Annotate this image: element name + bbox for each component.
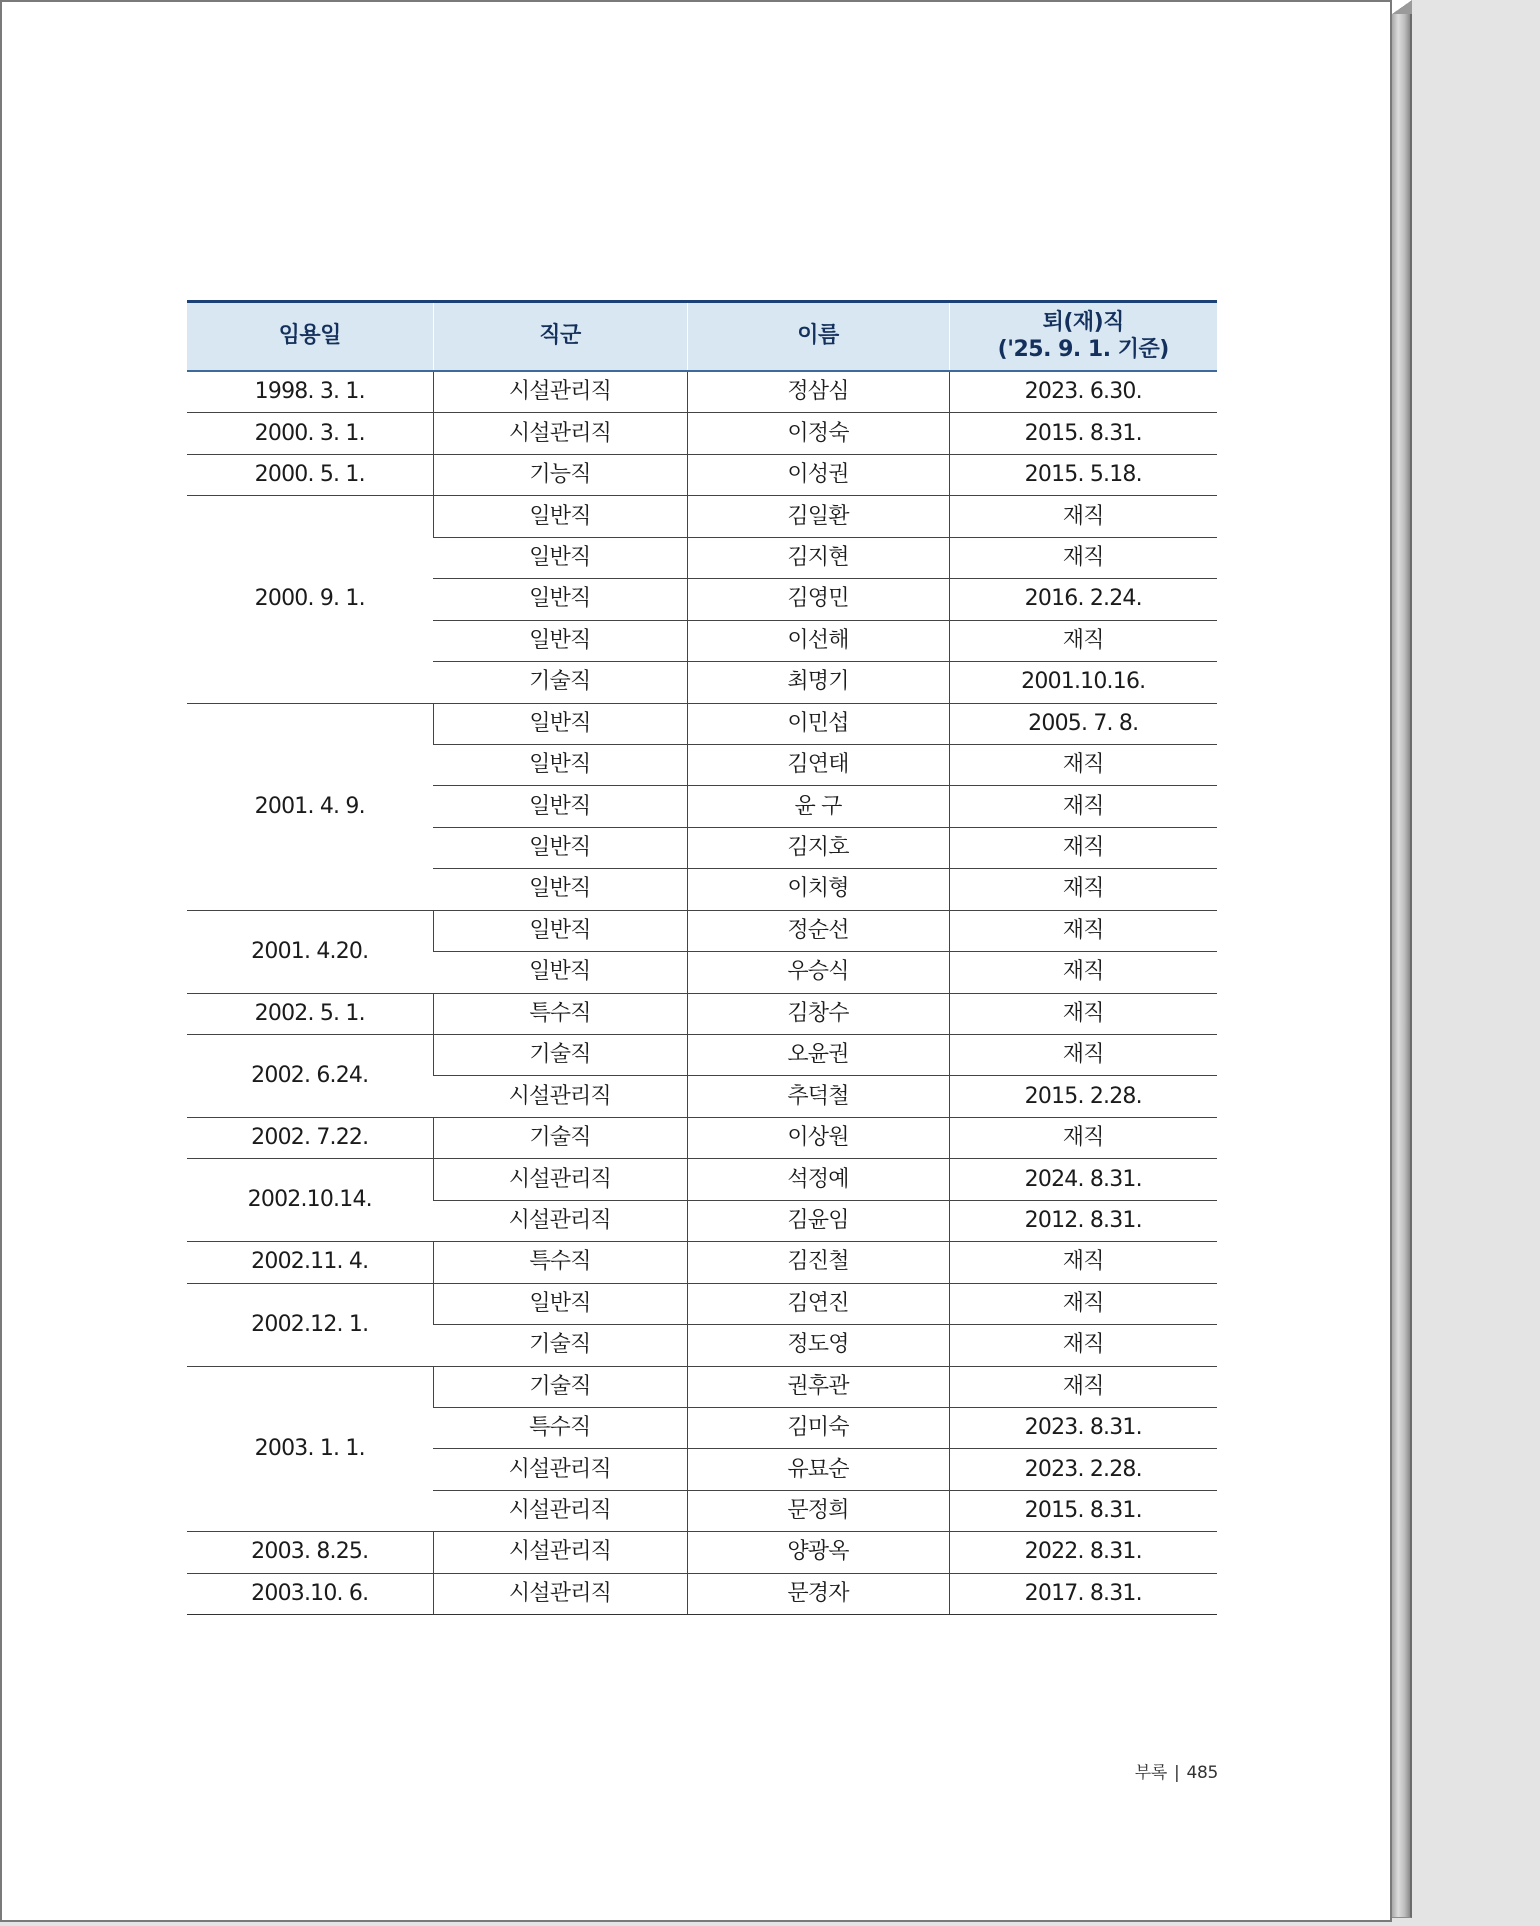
appointment-date-cell: 2003. 1. 1. — [187, 1366, 433, 1532]
status-cell: 재직 — [949, 1035, 1217, 1076]
name-cell: 이선해 — [687, 620, 949, 661]
status-cell: 재직 — [949, 869, 1217, 910]
status-cell: 재직 — [949, 1283, 1217, 1324]
status-cell: 재직 — [949, 952, 1217, 993]
table-row — [187, 910, 1217, 951]
status-cell: 2024. 8.31. — [949, 1159, 1217, 1200]
appointment-date-cell: 2001. 4. 9. — [187, 703, 433, 910]
appointment-date-cell: 2000. 3. 1. — [187, 413, 433, 454]
header-status-label: 퇴(재)직 — [1042, 310, 1124, 336]
job-category-cell: 일반직 — [433, 744, 687, 785]
status-cell: 2005. 7. 8. — [949, 703, 1217, 744]
name-cell: 우승식 — [687, 952, 949, 993]
job-category-cell: 일반직 — [433, 496, 687, 537]
page-edge-shadow — [1392, 4, 1412, 1918]
header-appointment-date: 임용일 — [187, 302, 433, 372]
job-category-cell: 일반직 — [433, 869, 687, 910]
name-cell: 이성권 — [687, 454, 949, 495]
job-category-cell: 시설관리직 — [433, 1159, 687, 1200]
table-row — [187, 1532, 1217, 1573]
table-row — [187, 1242, 1217, 1283]
job-category-cell: 일반직 — [433, 952, 687, 993]
status-cell: 2015. 8.31. — [949, 1490, 1217, 1531]
job-category-cell: 기술직 — [433, 1366, 687, 1407]
status-cell: 재직 — [949, 1117, 1217, 1158]
appointment-date-cell: 2002.11. 4. — [187, 1242, 433, 1283]
name-cell: 이상원 — [687, 1117, 949, 1158]
job-category-cell: 일반직 — [433, 579, 687, 620]
table-row — [187, 1573, 1217, 1614]
table-row — [187, 1159, 1217, 1200]
job-category-cell: 특수직 — [433, 1407, 687, 1448]
job-category-cell: 일반직 — [433, 703, 687, 744]
name-cell: 이민섭 — [687, 703, 949, 744]
status-cell: 2023. 6.30. — [949, 371, 1217, 413]
status-cell: 2016. 2.24. — [949, 579, 1217, 620]
page-corner-fold — [1392, 0, 1412, 14]
header-job-category: 직군 — [433, 302, 687, 372]
appointment-date-cell: 1998. 3. 1. — [187, 371, 433, 413]
name-cell: 권후관 — [687, 1366, 949, 1407]
name-cell: 윤 구 — [687, 786, 949, 827]
job-category-cell: 시설관리직 — [433, 1490, 687, 1531]
status-cell: 2012. 8.31. — [949, 1200, 1217, 1241]
status-cell: 재직 — [949, 910, 1217, 951]
appointment-date-cell: 2000. 5. 1. — [187, 454, 433, 495]
status-cell: 재직 — [949, 537, 1217, 578]
table-row — [187, 703, 1217, 744]
table-row — [187, 993, 1217, 1034]
status-cell: 2023. 8.31. — [949, 1407, 1217, 1448]
job-category-cell: 기술직 — [433, 1035, 687, 1076]
job-category-cell: 일반직 — [433, 827, 687, 868]
status-cell: 2022. 8.31. — [949, 1532, 1217, 1573]
name-cell: 문정희 — [687, 1490, 949, 1531]
table-row — [187, 1035, 1217, 1076]
table-row — [187, 1283, 1217, 1324]
status-cell: 재직 — [949, 786, 1217, 827]
status-cell: 2023. 2.28. — [949, 1449, 1217, 1490]
job-category-cell: 기능직 — [433, 454, 687, 495]
job-category-cell: 시설관리직 — [433, 1200, 687, 1241]
job-category-cell: 일반직 — [433, 620, 687, 661]
status-cell: 재직 — [949, 993, 1217, 1034]
name-cell: 정삼심 — [687, 371, 949, 413]
footer-separator: | — [1174, 1763, 1180, 1783]
table-row — [187, 371, 1217, 413]
appointment-date-cell: 2002.12. 1. — [187, 1283, 433, 1366]
job-category-cell: 특수직 — [433, 993, 687, 1034]
job-category-cell: 기술직 — [433, 1117, 687, 1158]
page-footer — [1102, 1758, 1218, 1783]
table-row — [187, 1366, 1217, 1407]
table-row — [187, 413, 1217, 454]
name-cell: 김지현 — [687, 537, 949, 578]
name-cell: 김연진 — [687, 1283, 949, 1324]
name-cell: 김지호 — [687, 827, 949, 868]
status-cell: 재직 — [949, 744, 1217, 785]
name-cell: 정도영 — [687, 1325, 949, 1366]
job-category-cell: 시설관리직 — [433, 1573, 687, 1614]
appointment-date-cell: 2002.10.14. — [187, 1159, 433, 1242]
table-row — [187, 1117, 1217, 1158]
name-cell: 김진철 — [687, 1242, 949, 1283]
status-cell: 2001.10.16. — [949, 662, 1217, 703]
job-category-cell: 일반직 — [433, 537, 687, 578]
name-cell: 김연태 — [687, 744, 949, 785]
status-cell: 재직 — [949, 620, 1217, 661]
name-cell: 정순선 — [687, 910, 949, 951]
appointment-date-cell: 2002. 6.24. — [187, 1035, 433, 1118]
table-row — [187, 454, 1217, 495]
appointment-roster-table — [187, 300, 1217, 1615]
job-category-cell: 시설관리직 — [433, 371, 687, 413]
job-category-cell: 일반직 — [433, 910, 687, 951]
status-cell: 2017. 8.31. — [949, 1573, 1217, 1614]
footer-section-label: 부록 — [1134, 1763, 1167, 1783]
status-cell: 2015. 2.28. — [949, 1076, 1217, 1117]
name-cell: 유묘순 — [687, 1449, 949, 1490]
status-cell: 2015. 5.18. — [949, 454, 1217, 495]
header-employment-status — [949, 302, 1217, 372]
job-category-cell: 시설관리직 — [433, 413, 687, 454]
header-name: 이름 — [687, 302, 949, 372]
status-cell: 재직 — [949, 827, 1217, 868]
name-cell: 김미숙 — [687, 1407, 949, 1448]
job-category-cell: 특수직 — [433, 1242, 687, 1283]
header-status-basis-date: ('25. 9. 1. 기준) — [997, 336, 1169, 362]
name-cell: 김일환 — [687, 496, 949, 537]
name-cell: 석정예 — [687, 1159, 949, 1200]
name-cell: 추덕철 — [687, 1076, 949, 1117]
appointment-date-cell: 2001. 4.20. — [187, 910, 433, 993]
name-cell: 이정숙 — [687, 413, 949, 454]
header-row — [187, 302, 1217, 372]
job-category-cell: 기술직 — [433, 662, 687, 703]
job-category-cell: 일반직 — [433, 1283, 687, 1324]
job-category-cell: 시설관리직 — [433, 1449, 687, 1490]
appointment-date-cell: 2003.10. 6. — [187, 1573, 433, 1614]
name-cell: 문경자 — [687, 1573, 949, 1614]
page-number: 485 — [1186, 1763, 1218, 1783]
name-cell: 김영민 — [687, 579, 949, 620]
status-cell: 재직 — [949, 1366, 1217, 1407]
name-cell: 최명기 — [687, 662, 949, 703]
status-cell: 재직 — [949, 1242, 1217, 1283]
name-cell: 김윤임 — [687, 1200, 949, 1241]
name-cell: 이치형 — [687, 869, 949, 910]
job-category-cell: 시설관리직 — [433, 1532, 687, 1573]
table-row — [187, 496, 1217, 537]
name-cell: 양광옥 — [687, 1532, 949, 1573]
appointment-date-cell: 2000. 9. 1. — [187, 496, 433, 703]
appointment-date-cell: 2003. 8.25. — [187, 1532, 433, 1573]
name-cell: 김창수 — [687, 993, 949, 1034]
name-cell: 오윤권 — [687, 1035, 949, 1076]
status-cell: 재직 — [949, 496, 1217, 537]
job-category-cell: 시설관리직 — [433, 1076, 687, 1117]
job-category-cell: 기술직 — [433, 1325, 687, 1366]
appointment-date-cell: 2002. 5. 1. — [187, 993, 433, 1034]
status-cell: 2015. 8.31. — [949, 413, 1217, 454]
table-body — [187, 371, 1217, 1615]
job-category-cell: 일반직 — [433, 786, 687, 827]
status-cell: 재직 — [949, 1325, 1217, 1366]
table-header — [187, 302, 1217, 372]
appointment-date-cell: 2002. 7.22. — [187, 1117, 433, 1158]
